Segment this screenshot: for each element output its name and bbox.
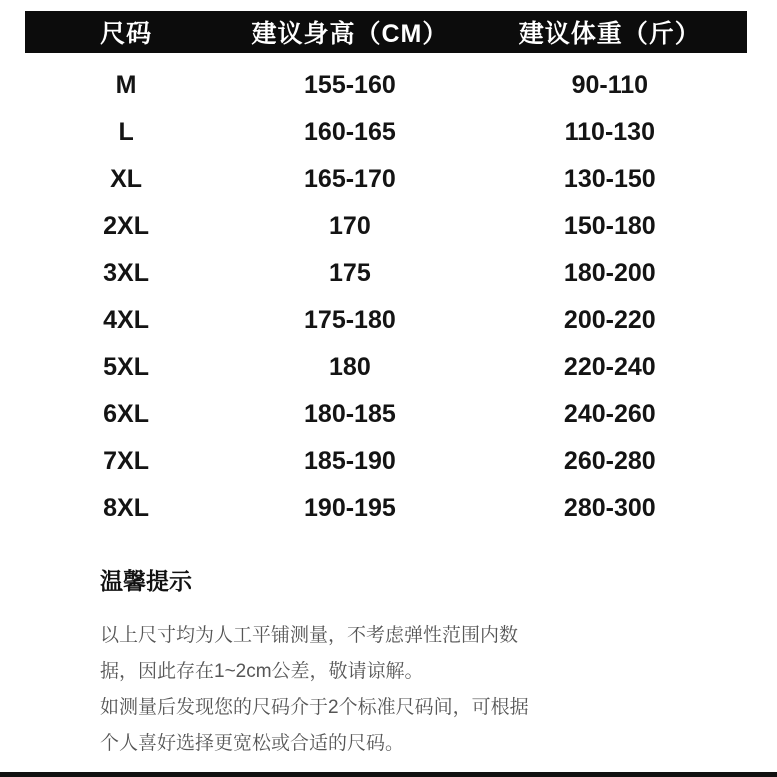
height-cell: 155-160 xyxy=(304,71,396,99)
height-cell: 180 xyxy=(329,353,371,381)
size-cell: XL xyxy=(110,165,143,193)
table-row xyxy=(25,203,747,250)
table-row xyxy=(25,62,747,109)
size-cell: 3XL xyxy=(103,259,149,287)
height-cell: 175-180 xyxy=(304,306,396,334)
size-cell: L xyxy=(118,118,134,146)
tips-line: 以上尺寸均为人工平铺测量，不考虑弹性范围内数 xyxy=(100,625,519,646)
weight-cell: 110-130 xyxy=(564,118,655,146)
table-row xyxy=(25,156,747,203)
tips-section xyxy=(100,563,700,762)
weight-cell: 220-240 xyxy=(563,353,656,381)
table-row xyxy=(25,438,747,485)
table-header-row xyxy=(25,11,747,53)
header-weight: 建议体重（斤） xyxy=(518,20,701,48)
table-body xyxy=(25,53,747,532)
height-cell: 185-190 xyxy=(304,447,396,475)
weight-cell: 130-150 xyxy=(563,165,656,193)
weight-cell: 260-280 xyxy=(563,447,656,475)
size-cell: 7XL xyxy=(103,447,149,475)
table-row xyxy=(25,109,747,156)
height-cell: 160-165 xyxy=(304,118,396,146)
weight-cell: 180-200 xyxy=(563,259,656,287)
table-row xyxy=(25,485,747,532)
height-cell: 180-185 xyxy=(304,400,396,428)
weight-cell: 200-220 xyxy=(563,306,656,334)
header-size: 尺码 xyxy=(100,20,153,48)
tips-title: 温馨提示 xyxy=(100,568,192,594)
size-chart-table xyxy=(25,11,747,532)
size-cell: M xyxy=(115,71,137,99)
tips-line: 如测量后发现您的尺码介于2个标准尺码间，可根据 xyxy=(100,697,529,718)
tips-line: 据，因此存在1~2cm公差，敬请谅解。 xyxy=(100,661,424,682)
height-cell: 190-195 xyxy=(304,494,396,522)
height-cell: 170 xyxy=(329,212,371,240)
tips-line: 个人喜好选择更宽松或合适的尺码。 xyxy=(100,733,405,754)
bottom-divider-bar xyxy=(0,772,777,777)
table-row xyxy=(25,250,747,297)
height-cell: 165-170 xyxy=(304,165,396,193)
size-cell: 4XL xyxy=(103,306,149,334)
size-cell: 5XL xyxy=(103,353,149,381)
height-cell: 175 xyxy=(329,259,371,287)
weight-cell: 280-300 xyxy=(563,494,656,522)
header-height: 建议身高（CM） xyxy=(251,20,449,48)
weight-cell: 150-180 xyxy=(563,212,656,240)
table-row xyxy=(25,344,747,391)
size-cell: 2XL xyxy=(103,212,149,240)
weight-cell: 90-110 xyxy=(571,71,649,99)
table-row xyxy=(25,297,747,344)
size-cell: 6XL xyxy=(103,400,149,428)
size-cell: 8XL xyxy=(103,494,149,522)
weight-cell: 240-260 xyxy=(563,400,656,428)
table-row xyxy=(25,391,747,438)
